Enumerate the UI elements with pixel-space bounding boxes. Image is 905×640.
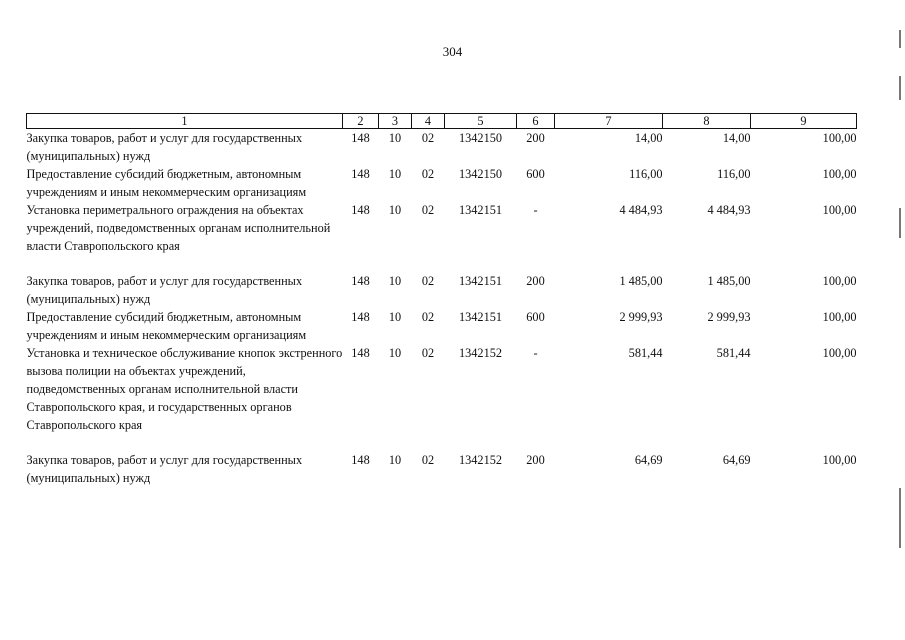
- cell-code-6: 200: [526, 453, 545, 467]
- cell-amount-8: 4 484,93: [707, 203, 751, 217]
- cell-code-4: 02: [421, 131, 435, 145]
- cell-percent-9: 100,00: [822, 131, 857, 145]
- table-row: [27, 165, 857, 201]
- cell-code-2: 148: [351, 131, 370, 145]
- column-header: 2: [343, 114, 379, 129]
- row-name: Установка периметрального ограждения на объектах учреждений, подведомственных органам исполнительной власти Ставропольского края: [26, 203, 331, 253]
- table-row: [27, 201, 857, 255]
- cell-code-4: 02: [421, 453, 435, 467]
- cell-percent-9: 100,00: [822, 453, 857, 467]
- row-name: Предоставление субсидий бюджетным, автономным учреждениям и иным некоммерческим организациям: [26, 310, 307, 342]
- table-header-row: [27, 114, 857, 129]
- row-name: Закупка товаров, работ и услуг для государственных (муниципальных) нужд: [26, 274, 303, 306]
- margin-mark: [899, 488, 901, 548]
- cell-code-5: 1342152: [458, 346, 503, 360]
- table-row: [27, 344, 857, 434]
- cell-amount-7: 14,00: [634, 131, 663, 145]
- page-number: 304: [442, 44, 463, 59]
- cell-percent-9: 100,00: [822, 167, 857, 181]
- cell-amount-7: 1 485,00: [619, 274, 663, 288]
- cell-code-5: 1342151: [458, 310, 503, 324]
- cell-code-6: -: [533, 203, 538, 217]
- cell-amount-7: 4 484,93: [619, 203, 663, 217]
- cell-code-3: 10: [388, 203, 402, 217]
- table-row: [27, 451, 857, 487]
- row-name: Установка и техническое обслуживание кнопок экстренного вызова полиции на объектах учреждений, подведомственных органам исполнительной власти Ставропольского края, и государственных органов Ставропольского края: [26, 346, 343, 432]
- cell-amount-8: 14,00: [722, 131, 751, 145]
- column-header: 1: [27, 114, 343, 129]
- cell-code-5: 1342151: [458, 274, 503, 288]
- table-row: [27, 129, 857, 166]
- cell-code-5: 1342151: [458, 203, 503, 217]
- table-spacer-row: [27, 434, 857, 451]
- scan-margin-marks: [899, 18, 902, 618]
- cell-code-4: 02: [421, 274, 435, 288]
- cell-code-4: 02: [421, 167, 435, 181]
- cell-amount-8: 116,00: [717, 167, 751, 181]
- row-name: Предоставление субсидий бюджетным, автономным учреждениям и иным некоммерческим организациям: [26, 167, 307, 199]
- column-header: 7: [555, 114, 663, 129]
- cell-code-3: 10: [388, 274, 402, 288]
- cell-code-3: 10: [388, 167, 402, 181]
- column-header: 3: [379, 114, 412, 129]
- cell-code-3: 10: [388, 453, 402, 467]
- cell-amount-7: 2 999,93: [619, 310, 663, 324]
- row-name: Закупка товаров, работ и услуг для государственных (муниципальных) нужд: [26, 131, 303, 163]
- budget-table: [26, 113, 857, 487]
- cell-code-3: 10: [388, 131, 402, 145]
- cell-amount-7: 116,00: [629, 167, 663, 181]
- cell-amount-8: 2 999,93: [707, 310, 751, 324]
- cell-percent-9: 100,00: [822, 346, 857, 360]
- cell-code-2: 148: [351, 346, 370, 360]
- cell-percent-9: 100,00: [822, 310, 857, 324]
- cell-code-5: 1342152: [458, 453, 503, 467]
- cell-amount-7: 581,44: [628, 346, 663, 360]
- cell-code-6: 600: [526, 167, 545, 181]
- cell-code-6: 200: [526, 274, 545, 288]
- margin-mark: [899, 76, 901, 100]
- cell-code-2: 148: [351, 167, 370, 181]
- cell-amount-7: 64,69: [634, 453, 663, 467]
- cell-amount-8: 1 485,00: [707, 274, 751, 288]
- cell-code-3: 10: [388, 310, 402, 324]
- column-header: 6: [517, 114, 555, 129]
- cell-code-4: 02: [421, 203, 435, 217]
- cell-code-6: 600: [526, 310, 545, 324]
- table-row: [27, 308, 857, 344]
- cell-code-6: 200: [526, 131, 545, 145]
- cell-percent-9: 100,00: [822, 274, 857, 288]
- table-row: [27, 272, 857, 308]
- column-header: 5: [445, 114, 517, 129]
- cell-amount-8: 581,44: [716, 346, 751, 360]
- cell-code-2: 148: [351, 203, 370, 217]
- cell-code-4: 02: [421, 346, 435, 360]
- table-spacer-row: [27, 255, 857, 272]
- cell-percent-9: 100,00: [822, 203, 857, 217]
- row-name: Закупка товаров, работ и услуг для государственных (муниципальных) нужд: [26, 453, 303, 485]
- cell-code-2: 148: [351, 453, 370, 467]
- cell-code-5: 1342150: [458, 131, 503, 145]
- cell-code-4: 02: [421, 310, 435, 324]
- cell-code-6: -: [533, 346, 538, 360]
- cell-code-2: 148: [351, 310, 370, 324]
- column-header: 8: [663, 114, 751, 129]
- cell-amount-8: 64,69: [722, 453, 751, 467]
- cell-code-5: 1342150: [458, 167, 503, 181]
- margin-mark: [899, 208, 901, 238]
- cell-code-2: 148: [351, 274, 370, 288]
- column-header: 9: [751, 114, 857, 129]
- column-header: 4: [412, 114, 445, 129]
- margin-mark: [899, 30, 901, 48]
- cell-code-3: 10: [388, 346, 402, 360]
